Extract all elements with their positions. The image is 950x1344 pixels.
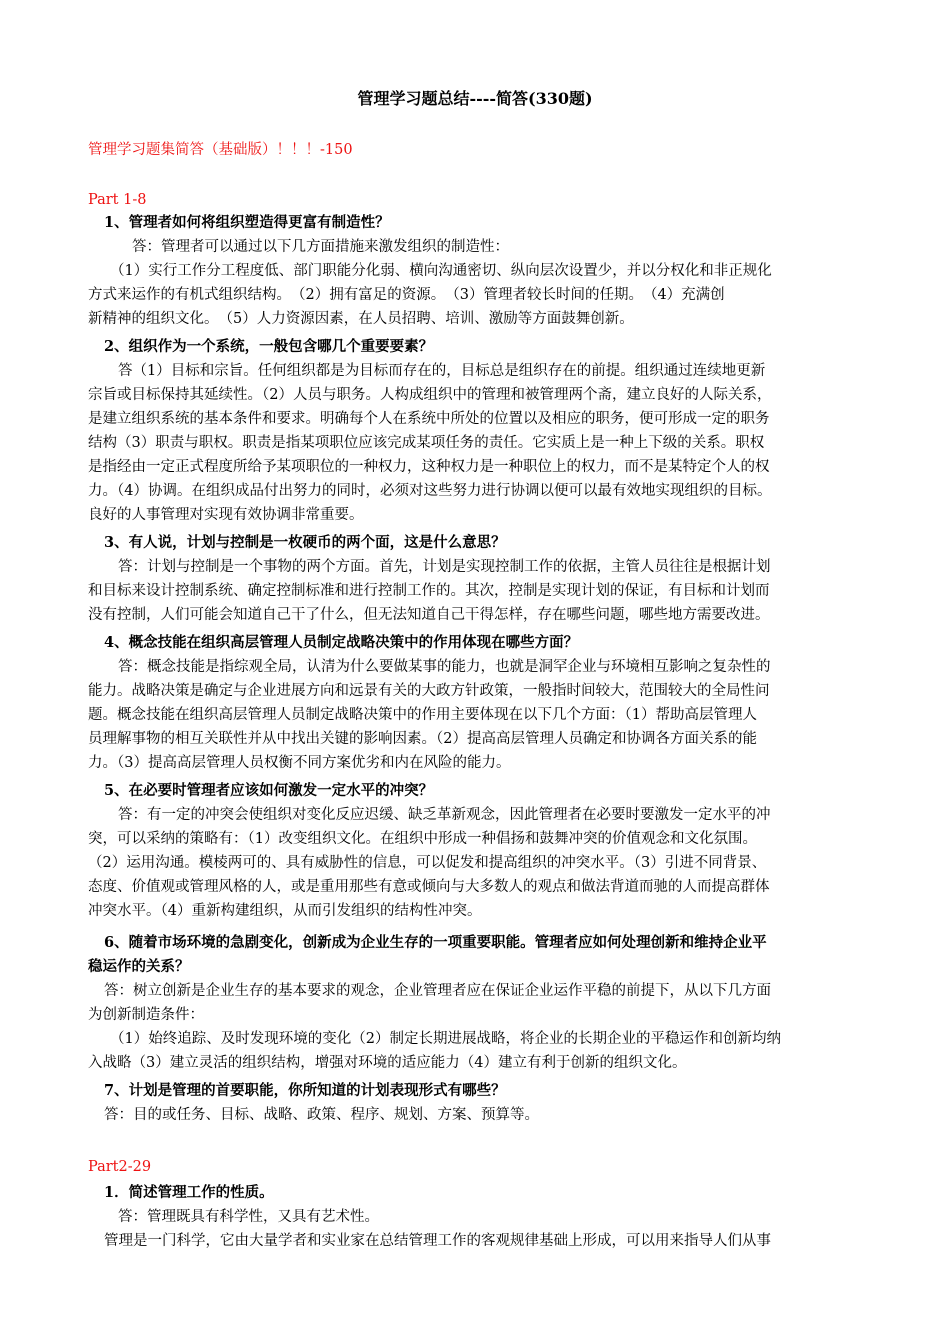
answer-line: 答：计划与控制是一个事物的两个方面。首先，计划是实现控制工作的依据，主管人员往往是根据计划 (118, 559, 771, 575)
answer-line: 是指经由一定正式程度所给予某项职位的一种权力，这种权力是一种职位上的权力，而不是某特定个人的权 (88, 459, 770, 475)
answer-line: 冲突水平。（4）重新构建组织，从而引发组织的结构性冲突。 (88, 903, 482, 919)
question-3: 3、有人说，计划与控制是一枚硬币的两个面，这是什么意思？ (104, 534, 506, 551)
part2-heading: Part2-29 (88, 1159, 152, 1175)
question-4: 4、概念技能在组织高层管理人员制定战略决策中的作用体现在哪些方面？ (104, 634, 579, 651)
answer-line: 入战略（3）建立灵活的组织结构，增强对环境的适应能力（4）建立有利于创新的组织文化。 (88, 1055, 687, 1071)
part1-heading: Part 1-8 (88, 192, 147, 208)
answer-line: 力。（3）提高高层管理人员权衡不同方案优劣和内在风险的能力。 (88, 755, 511, 771)
question-2: 2、组织作为一个系统，一般包含哪几个重要要素？ (104, 338, 434, 355)
answer-line: 方式来运作的有机式组织结构。 （2）拥有富足的资源。 （3）管理者较长时间的任期。 （4）充满创 (88, 287, 725, 303)
answer-line: 没有控制，人们可能会知道自己干了什么，但无法知道自己干得怎样，存在哪些问题，哪些地方需要改进。 (88, 607, 770, 623)
answer-line: 管理是一门科学，它由大量学者和实业家在总结管理工作的客观规律基础上形成，可以用来指导人们从事 (104, 1233, 771, 1249)
answer-line: 态度、价值观或管理风格的人，或是重用那些有意或倾向与大多数人的观点和做法背道而驰的人而提高群体 (88, 879, 770, 895)
answer-line: （1）实行工作分工程度低、部门职能分化弱、横向沟通密切、纵向层次设置少，并以分权化和非正规化 (110, 263, 772, 279)
answer-line: 答：目的或任务、目标、战略、政策、程序、规划、方案、预算等。 (104, 1107, 539, 1123)
answer-line: 良好的人事管理对实现有效协调非常重要。 (88, 507, 364, 523)
answer-line: 和目标来设计控制系统、确定控制标准和进行控制工作的。其次，控制是实现计划的保证，有目标和计划而 (88, 583, 770, 599)
answer-line: 突，可以采纳的策略有：（1）改变组织文化。在组织中形成一种倡扬和鼓舞冲突的价值观念和文化氛围。 (88, 831, 757, 847)
question-6-cont: 稳运作的关系？ (88, 958, 190, 975)
document-subtitle: 管理学习题集简答（基础版）！！！-150 (88, 142, 353, 158)
question-1: 1、管理者如何将组织塑造得更富有制造性？ (104, 214, 390, 231)
question-6: 6、随着市场环境的急剧变化，创新成为企业生存的一项重要职能。管理者应如何处理创新和维持企业平 (104, 934, 767, 951)
question-5: 5、在必要时管理者应该如何激发一定水平的冲突？ (104, 782, 434, 799)
answer-line: 结构（3）职责与职权。职责是指某项职位应该完成某项任务的责任。它实质上是一种上下级的关系。职权 (88, 435, 765, 451)
answer-line: 新精神的组织文化。 （5）人力资源因素，在人员招聘、培训、激励等方面鼓舞创新。 (88, 311, 634, 327)
answer-line: 答（1）目标和宗旨。任何组织都是为目标而存在的，目标总是组织存在的前提。组织通过连续地更新 (118, 363, 766, 379)
answer-line: 为创新制造条件： (88, 1007, 204, 1023)
answer-line: （1）始终追踪、及时发现环境的变化（2）制定长期进展战略，将企业的长期企业的平稳运作和创新均纳 (110, 1031, 781, 1047)
part2-question-1: 1．简述管理工作的性质。 (104, 1184, 274, 1201)
answer-line: 能力。战略决策是确定与企业进展方向和远景有关的大政方针政策，一般指时间较大，范围较大的全局性问 (88, 683, 770, 699)
answer-line: 答：概念技能是指综观全局，认清为什么要做某事的能力，也就是洞罕企业与环境相互影响之复杂性的 (118, 659, 771, 675)
answer-line: 答：树立创新是企业生存的基本要求的观念，企业管理者应在保证企业运作平稳的前提下，从以下几方面 (104, 983, 771, 999)
answer-line: 题。概念技能在组织高层管理人员制定战略决策中的作用主要体现在以下几个方面：（1）帮助高层管理人 (88, 707, 757, 723)
answer-line: 是建立组织系统的基本条件和要求。明确每个人在系统中所处的位置以及相应的职务，便可形成一定的职务 (88, 411, 770, 427)
question-7: 7、计划是管理的首要职能，你所知道的计划表现形式有哪些？ (104, 1082, 506, 1099)
answer-line: 答：管理既具有科学性，又具有艺术性。 (118, 1209, 379, 1225)
answer-line: （2）运用沟通。模棱两可的、具有威胁性的信息，可以促发和提高组织的冲突水平。（3）引进不同背景、 (88, 855, 767, 871)
answer-line: 力。（4）协调。在组织成品付出努力的同时，必须对这些努力进行协调以便可以最有效地实现组织的目标。 (88, 483, 772, 499)
document-title: 管理学习题总结----简答(330题) (357, 89, 593, 108)
answer-line: 员理解事物的相互关联性并从中找出关键的影响因素。（2）提高高层管理人员确定和协调各方面关系的能 (88, 731, 757, 747)
answer-line: 答：有一定的冲突会使组织对变化反应迟缓、缺乏革新观念，因此管理者在必要时要激发一定水平的冲 (118, 807, 771, 823)
answer-line: 答：管理者可以通过以下几方面措施来激发组织的制造性： (132, 239, 509, 255)
answer-line: 宗旨或目标保持其延续性。（2）人员与职务。人构成组织中的管理和被管理两个斋，建立良好的人际关系， (88, 387, 772, 403)
